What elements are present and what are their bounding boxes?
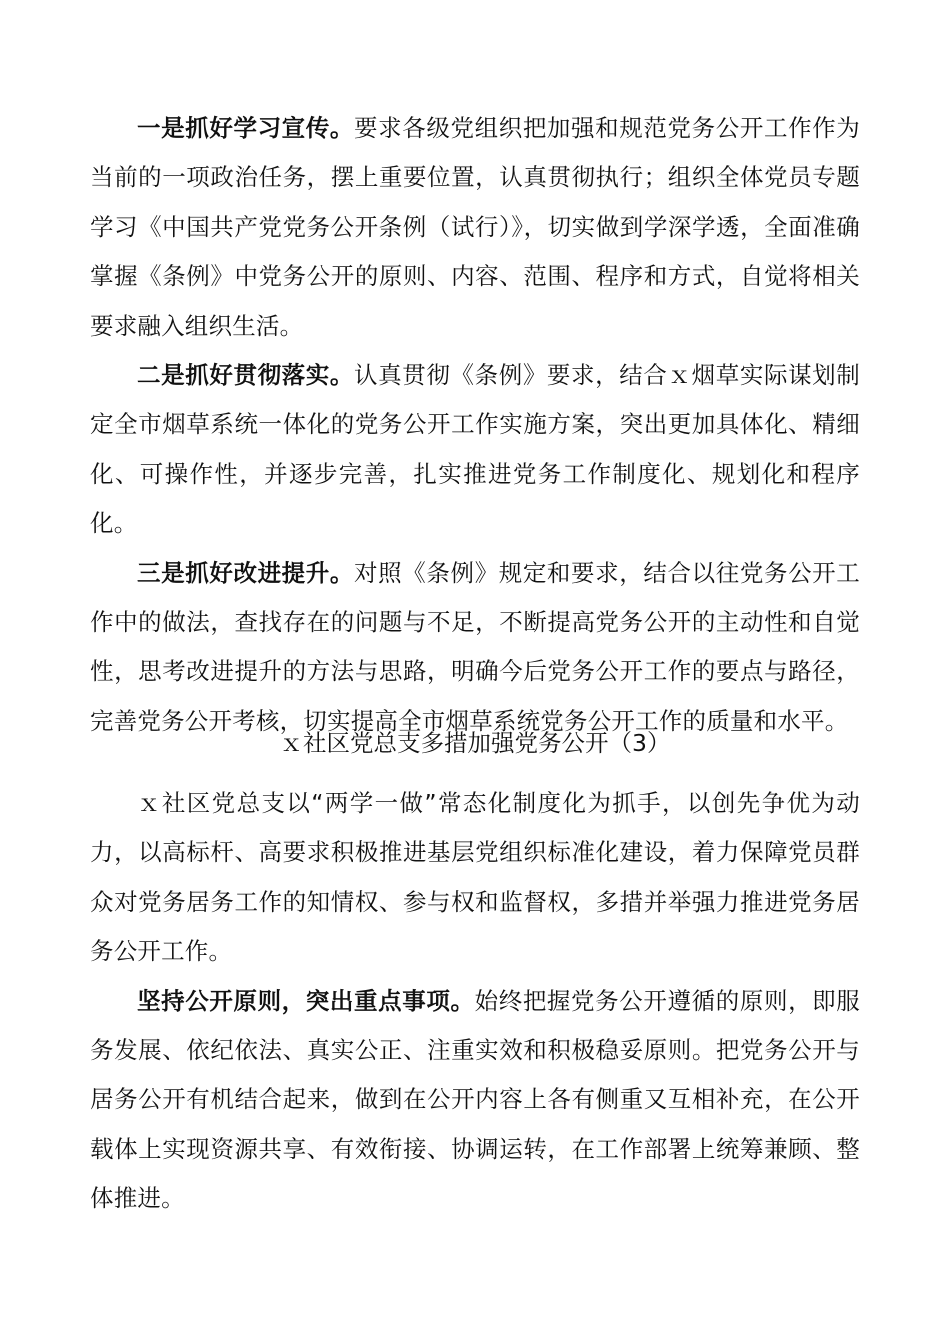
paragraph-lead: 一是抓好学习宣传。 [137,114,355,142]
paragraph-implementation [90,351,860,549]
paragraph-lead: 坚持公开原则，突出重点事项。 [137,986,475,1015]
paragraph-principles [90,977,860,1224]
section-title: ｘ社区党总支多措加强党务公开（3） [279,729,671,757]
paragraph-lead: 二是抓好贯彻落实。 [137,361,355,390]
paragraph-text: 始终把握党务公开遵循的原则，即服务发展、依纪依法、真实公正、注重实效和积极稳妥原则。把党务公开与居务公开有机结合起来，做到在公开内容上各有侧重又互相补充，在公开载体上实现资源共享、有效衔接、协调运转，在工作部署上统筹兼顾、整体推进。 [90,986,860,1213]
section-1 [90,104,860,746]
paragraph-text: 认真贯彻《条例》要求，结合ｘ烟草实际谋划制定全市烟草系统一体化的党务公开工作实施方案，突出更加具体化、精细化、可操作性，并逐步完善，扎实推进党务工作制度化、规划化和程序化。 [90,361,860,538]
section-2 [90,779,860,1224]
paragraph-intro [90,779,860,977]
paragraph-text: 对照《条例》规定和要求，结合以往党务公开工作中的做法，查找存在的问题与不足，不断提高党务公开的主动性和自觉性，思考改进提升的方法与思路，明确今后党务公开工作的要点与路径，完善党务公开考核，切实提高全市烟草系统党务公开工作的质量和水平。 [90,558,860,735]
paragraph-text: ｘ社区党总支以“两学一做”常态化制度化为抓手，以创先争优为动力，以高标杆、高要求积极推进基层党组织标准化建设，着力保障党员群众对党务居务工作的知情权、参与权和监督权，多措并举强力推进党务居务公开工作。 [90,789,860,966]
paragraph-lead: 三是抓好改进提升。 [137,558,355,587]
paragraph-study-promotion [90,104,860,351]
paragraph-text: 要求各级党组织把加强和规范党务公开工作作为当前的一项政治任务，摆上重要位置，认真贯彻执行；组织全体党员专题学习《中国共产党党务公开条例（试行）》，切实做到学深学透，全面准确掌握《条例》中党务公开的原则、内容、范围、程序和方式，自觉将相关要求融入组织生活。 [90,114,860,340]
paragraph-improvement [90,549,860,747]
